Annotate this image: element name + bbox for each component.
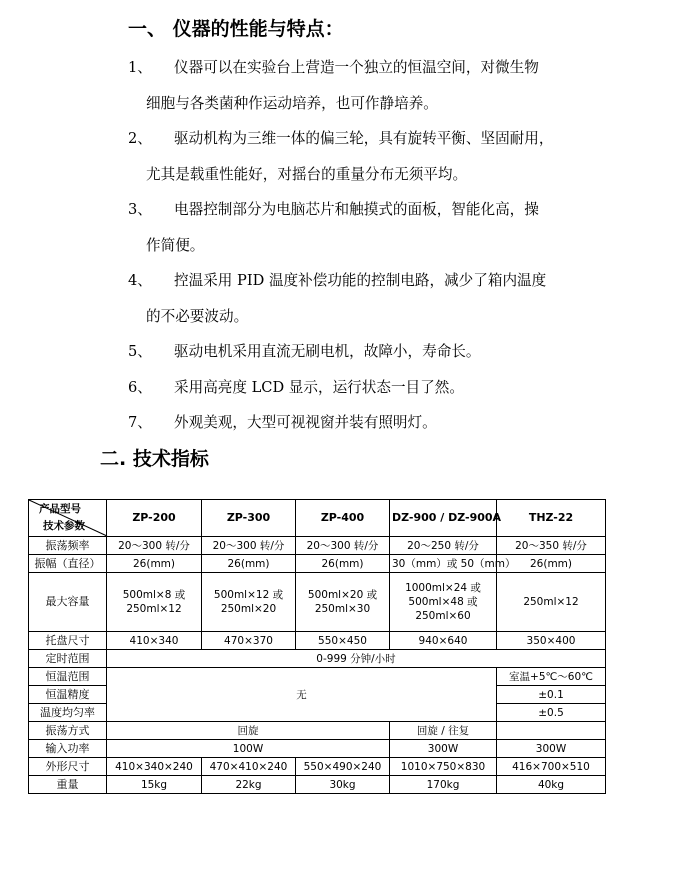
row-label: 定时范围 xyxy=(29,650,107,668)
table-cell: 416×700×510 xyxy=(497,758,606,776)
cell-line: 500ml×8 或 xyxy=(122,589,186,601)
corner-label-params: 技术参数 xyxy=(43,520,85,532)
row-label: 输入功率 xyxy=(29,740,107,758)
table-cell: 0-999 分钟/小时 xyxy=(107,650,606,668)
model-header: ZP-200 xyxy=(107,500,202,537)
row-label: 最大容量 xyxy=(29,573,107,632)
table-cell: 回旋 xyxy=(107,722,390,740)
table-cell: 30kg xyxy=(296,776,390,794)
feature-text: 采用高亮度 LCD 显示，运行状态一目了然。 xyxy=(174,379,464,396)
feature-number: 6、 xyxy=(128,379,152,396)
feature-number: 5、 xyxy=(128,343,152,360)
feature-text: 驱动机构为三维一体的偏三轮，具有旋转平衡、坚固耐用， xyxy=(174,130,554,147)
table-header-row xyxy=(29,500,606,537)
table-row xyxy=(29,573,606,632)
table-row xyxy=(29,758,606,776)
table-cell xyxy=(497,722,606,740)
table-cell: 550×450 xyxy=(296,632,390,650)
table-cell-none: 无 xyxy=(107,668,497,722)
table-cell: 350×400 xyxy=(497,632,606,650)
spec-table xyxy=(28,499,606,794)
table-cell: 15kg xyxy=(107,776,202,794)
table-cell: 20～250 转/分 xyxy=(390,537,497,555)
feature-text-cont: 的不必要波动。 xyxy=(146,308,249,325)
feature-number: 4、 xyxy=(128,272,152,289)
table-cell: 410×340×240 xyxy=(107,758,202,776)
table-cell xyxy=(107,573,202,632)
row-label: 托盘尺寸 xyxy=(29,632,107,650)
table-cell: 470×410×240 xyxy=(202,758,296,776)
table-cell: 20～300 转/分 xyxy=(107,537,202,555)
feature-text: 电器控制部分为电脑芯片和触摸式的面板，智能化高，操 xyxy=(174,201,539,218)
cell-line: 250ml×20 xyxy=(220,603,277,615)
table-cell: 26(mm) xyxy=(497,555,606,573)
feature-text: 外观美观，大型可视视窗并装有照明灯。 xyxy=(174,414,437,431)
cell-line: 250ml×12 xyxy=(523,596,579,608)
table-cell: 470×370 xyxy=(202,632,296,650)
table-cell: 300W xyxy=(390,740,497,758)
table-row xyxy=(29,537,606,555)
table-cell: 26(mm) xyxy=(202,555,296,573)
model-header: ZP-300 xyxy=(202,500,296,537)
table-cell: 室温+5℃～60℃ xyxy=(497,668,606,686)
section1-heading: 一、 仪器的性能与特点： xyxy=(128,18,344,40)
table-row xyxy=(29,776,606,794)
model-header: ZP-400 xyxy=(296,500,390,537)
table-cell xyxy=(296,573,390,632)
table-cell: 22kg xyxy=(202,776,296,794)
feature-text: 仪器可以在实验台上营造一个独立的恒温空间，对微生物 xyxy=(174,59,539,76)
row-label: 外形尺寸 xyxy=(29,758,107,776)
table-corner-cell xyxy=(29,500,107,537)
table-cell: 20～300 转/分 xyxy=(296,537,390,555)
model-header: DZ-900 / DZ-900A xyxy=(390,500,497,537)
cell-line: 250ml×60 xyxy=(415,610,471,622)
table-cell: 100W xyxy=(107,740,390,758)
row-label: 温度均匀率 xyxy=(29,704,107,722)
cell-line: 250ml×12 xyxy=(126,603,182,615)
table-cell: 300W xyxy=(497,740,606,758)
cell-line: 1000ml×24 或 xyxy=(405,582,481,594)
feature-number: 7、 xyxy=(128,414,152,431)
table-cell: 170kg xyxy=(390,776,497,794)
feature-text: 控温采用 PID 温度补偿功能的控制电路，减少了箱内温度 xyxy=(174,272,547,289)
feature-text-cont: 细胞与各类菌种作运动培养，也可作静培养。 xyxy=(146,95,438,112)
feature-text-cont: 尤其是载重性能好，对摇台的重量分布无须平均。 xyxy=(146,166,468,183)
table-row xyxy=(29,632,606,650)
row-label: 恒温精度 xyxy=(29,686,107,704)
table-cell xyxy=(202,573,296,632)
cell-line: 500ml×48 或 xyxy=(408,596,478,608)
model-header: THZ-22 xyxy=(497,500,606,537)
table-cell xyxy=(390,573,497,632)
table-cell: 30（mm）或 50（mm） xyxy=(390,555,497,573)
table-row xyxy=(29,650,606,668)
table-cell: 940×640 xyxy=(390,632,497,650)
table-cell: 40kg xyxy=(497,776,606,794)
table-cell: 1010×750×830 xyxy=(390,758,497,776)
table-cell: 550×490×240 xyxy=(296,758,390,776)
cell-line: 500ml×20 或 xyxy=(307,589,378,601)
table-row xyxy=(29,722,606,740)
feature-number: 1、 xyxy=(128,59,152,76)
table-cell: 26(mm) xyxy=(296,555,390,573)
feature-number: 2、 xyxy=(128,130,152,147)
table-cell: 20～350 转/分 xyxy=(497,537,606,555)
section2-heading: 二. 技术指标 xyxy=(100,448,209,470)
row-label: 振荡方式 xyxy=(29,722,107,740)
table-cell: ±0.5 xyxy=(497,704,606,722)
table-row xyxy=(29,555,606,573)
row-label: 重量 xyxy=(29,776,107,794)
row-label: 振荡频率 xyxy=(29,537,107,555)
table-cell: 26(mm) xyxy=(107,555,202,573)
table-row xyxy=(29,740,606,758)
table-cell xyxy=(497,573,606,632)
table-cell: ±0.1 xyxy=(497,686,606,704)
table-cell: 20～300 转/分 xyxy=(202,537,296,555)
feature-text-cont: 作简便。 xyxy=(146,237,205,254)
row-label: 恒温范围 xyxy=(29,668,107,686)
row-label: 振幅（直径） xyxy=(29,555,107,573)
feature-number: 3、 xyxy=(128,201,152,218)
corner-label-models: 产品型号 xyxy=(39,503,81,515)
cell-line: 500ml×12 或 xyxy=(213,589,284,601)
table-cell: 410×340 xyxy=(107,632,202,650)
table-row xyxy=(29,668,606,686)
feature-text: 驱动电机采用直流无刷电机，故障小，寿命长。 xyxy=(174,343,481,360)
cell-line: 250ml×30 xyxy=(314,603,371,615)
table-cell: 回旋 / 往复 xyxy=(390,722,497,740)
